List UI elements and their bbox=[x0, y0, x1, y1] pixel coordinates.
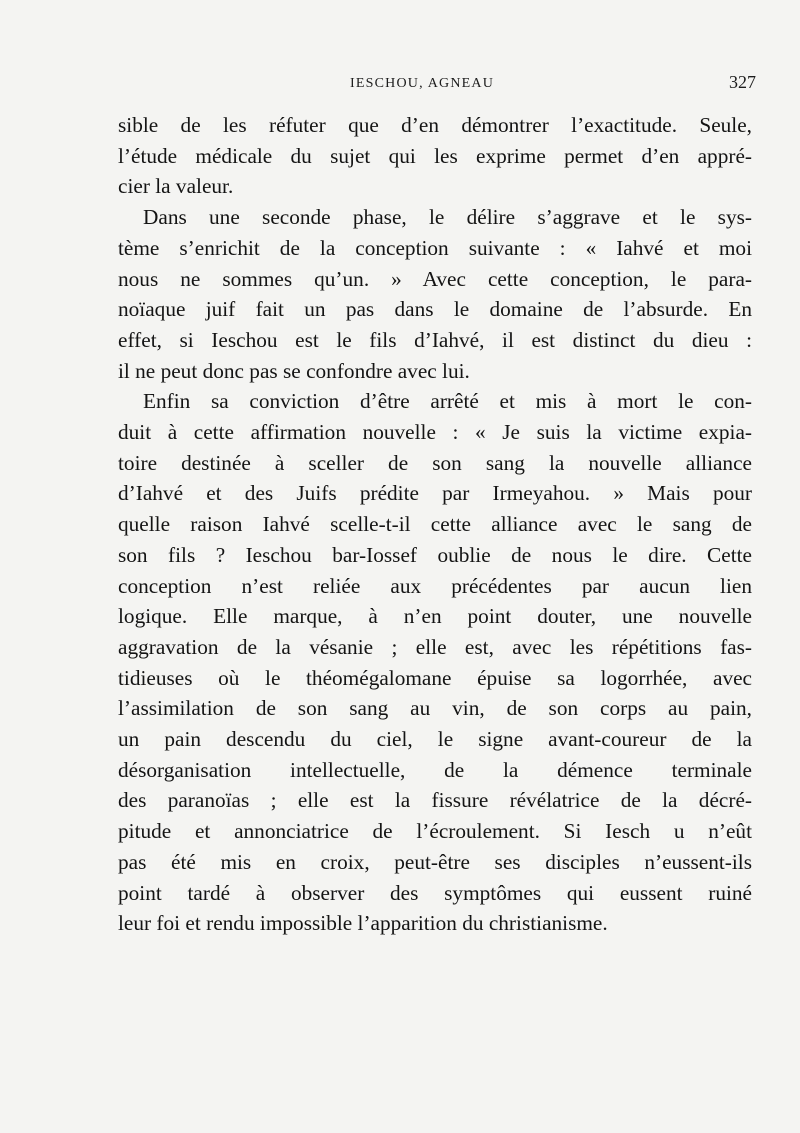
text-line: tidieuses où le théomégalomane épuise sa logorrhée, avec bbox=[118, 665, 752, 690]
text-line: quelle raison Iahvé scelle-t-il cette alliance avec le sang de bbox=[118, 512, 752, 537]
text-line: logique. Elle marque, à n’en point douter, une nouvelle bbox=[118, 604, 752, 629]
text-line: duit à cette affirmation nouvelle : « Je suis la victime expia- bbox=[118, 420, 752, 445]
text-line: d’Iahvé et des Juifs prédite par Irmeyahou. » Mais pour bbox=[118, 481, 752, 506]
text-line: point tardé à observer des symptômes qui eussent ruiné bbox=[118, 880, 752, 905]
text-line: pas été mis en croix, peut-être ses disciples n’eussent-ils bbox=[118, 849, 752, 874]
text-line: Enfin sa conviction d’être arrêté et mis à mort le con- bbox=[143, 389, 752, 414]
text-line: aggravation de la vésanie ; elle est, avec les répétitions fas- bbox=[118, 634, 752, 659]
text-line: il ne peut donc pas se confondre avec lui. bbox=[118, 358, 470, 383]
text-line: cier la valeur. bbox=[118, 174, 234, 199]
text-line: un pain descendu du ciel, le signe avant-coureur de la bbox=[118, 727, 752, 752]
text-line: des paranoïas ; elle est la fissure révélatrice de la décré- bbox=[118, 788, 752, 813]
text-line: conception n’est reliée aux précédentes par aucun lien bbox=[118, 573, 752, 598]
running-title: IESCHOU, AGNEAU bbox=[350, 76, 494, 91]
text-line: pitude et annonciatrice de l’écroulement. Si Iesch u n’eût bbox=[118, 819, 752, 844]
text-line: effet, si Ieschou est le fils d’Iahvé, il est distinct du dieu : bbox=[118, 327, 752, 352]
text-line: toire destinée à sceller de son sang la nouvelle alliance bbox=[118, 450, 752, 475]
text-line: l’étude médicale du sujet qui les exprime permet d’en appré- bbox=[118, 143, 752, 168]
text-line: son fils ? Ieschou bar-Iossef oublie de nous le dire. Cette bbox=[118, 542, 752, 567]
page-header bbox=[118, 72, 758, 96]
text-line: l’assimilation de son sang au vin, de son corps au pain, bbox=[118, 696, 752, 721]
text-line: tème s’enrichit de la conception suivante : « Iahvé et moi bbox=[118, 235, 752, 260]
text-line: nous ne sommes qu’un. » Avec cette conception, le para- bbox=[118, 266, 752, 291]
text-line: Dans une seconde phase, le délire s’aggrave et le sys- bbox=[143, 205, 752, 230]
text-line: leur foi et rendu impossible l’apparition du christianisme. bbox=[118, 911, 608, 936]
text-line: noïaque juif fait un pas dans le domaine de l’absurde. En bbox=[118, 297, 752, 322]
text-line: désorganisation intellectuelle, de la démence terminale bbox=[118, 757, 752, 782]
text-line: sible de les réfuter que d’en démontrer l’exactitude. Seule, bbox=[118, 113, 752, 137]
body-text bbox=[118, 110, 752, 939]
page-number: 327 bbox=[729, 72, 756, 92]
